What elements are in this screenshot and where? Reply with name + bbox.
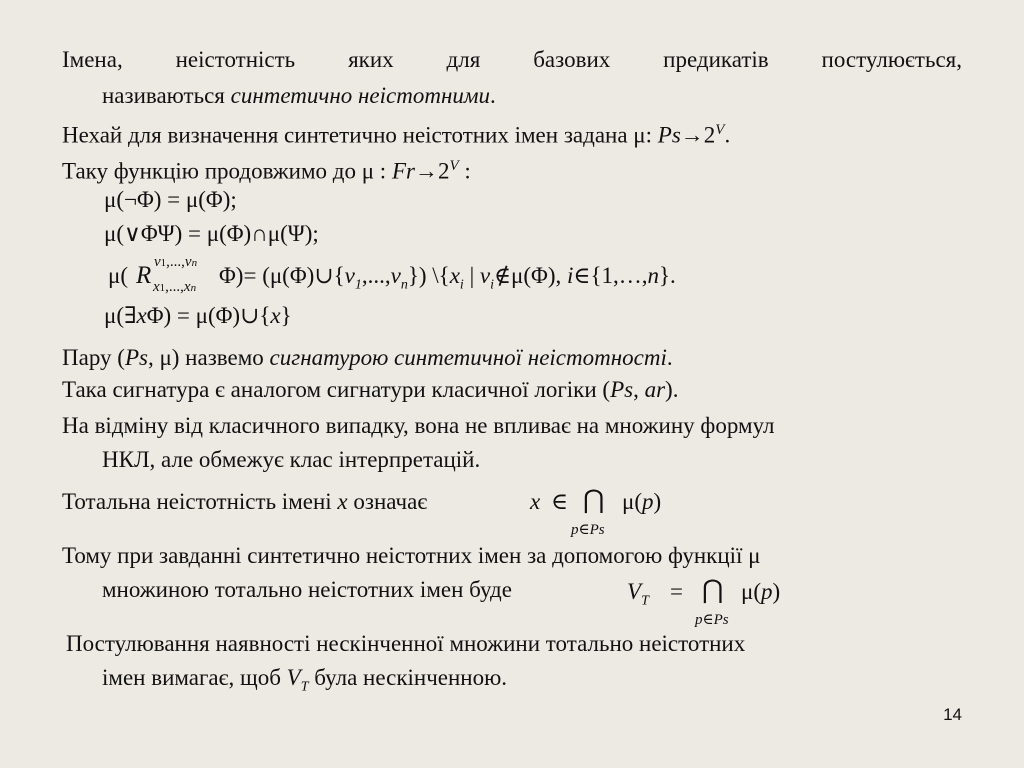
text: ,..., — [166, 254, 185, 270]
paragraph-postulate-line2 — [102, 664, 507, 702]
symbol-VT — [286, 665, 309, 695]
text: p — [642, 489, 654, 514]
text: T — [641, 593, 649, 609]
text: x — [337, 489, 348, 514]
paragraph-mu-definition — [62, 116, 730, 150]
text: ) — [772, 579, 781, 604]
paragraph-difference-line1: На відміну від класичного випадку, вона не впливає на множину формул — [62, 413, 775, 438]
symbol-V: V — [449, 158, 459, 174]
text: , μ) назвемо — [147, 345, 270, 370]
intersection-symbol: ⋂ — [702, 575, 724, 604]
text: →2 — [414, 158, 450, 184]
text: n — [190, 282, 197, 294]
text: v — [184, 254, 192, 270]
text: x — [183, 279, 191, 295]
renomination-subscript — [153, 279, 196, 296]
text: μ( — [741, 579, 761, 604]
text: 1 — [159, 282, 166, 294]
text: ,..., — [165, 279, 184, 295]
text: . — [724, 122, 731, 148]
formula-existential — [104, 302, 292, 330]
formula-negation: μ(¬Φ) = μ(Φ); — [104, 187, 237, 212]
text: V — [627, 579, 642, 604]
text: , — [633, 377, 645, 402]
text: ,..., — [361, 263, 391, 288]
text: 1 — [354, 277, 362, 293]
text: | — [463, 263, 480, 288]
text: . — [666, 345, 673, 370]
symbol-Ps: Ps — [610, 377, 634, 402]
text: Пару ( — [62, 345, 125, 370]
text: i — [567, 263, 574, 288]
text: : — [458, 158, 471, 184]
symbol-Fr: Fr — [391, 158, 415, 184]
text: ). — [665, 377, 679, 402]
formula-text: μ( — [108, 263, 128, 288]
paragraph-analog — [62, 376, 678, 404]
formula-text — [741, 578, 780, 606]
text: була нескінченною. — [308, 665, 508, 690]
text: v — [344, 263, 355, 288]
text: } — [280, 303, 292, 328]
text: ∈{1,…, — [573, 263, 648, 288]
paragraph-postulate-line1: Постулювання наявності нескінченної множини тотально неістотних — [66, 631, 746, 656]
term-synthetic-inessential: синтетично неістотними — [230, 83, 491, 108]
intersection-index: p∈Ps — [695, 612, 729, 628]
text: Таку функцію продовжимо до μ : — [62, 158, 392, 184]
text: x — [136, 303, 147, 328]
equals-symbol: = — [670, 579, 683, 604]
text: 1 — [160, 257, 167, 269]
paragraph-define-VT-line2: множиною тотально неістотних імен буде — [102, 577, 512, 602]
paragraph-define-VT-line1: Тому при завданні синтетично неістотних імен за допомогою функції μ — [62, 543, 761, 568]
text: ) — [653, 489, 662, 514]
symbol-Ps: Ps — [124, 345, 148, 370]
paragraph-names-line2 — [102, 82, 496, 110]
paragraph-difference-line2: НКЛ, але обмежує клас інтерпретацій. — [102, 447, 481, 472]
element-of-symbol: ∈ — [551, 489, 569, 514]
text: μ( — [622, 489, 642, 514]
paragraph-extend-function — [62, 152, 471, 186]
formula-x: x — [530, 489, 541, 514]
text: v — [154, 254, 161, 270]
text: імен вимагає, щоб — [102, 665, 287, 690]
text: Φ)= (μ(Φ)∪{ — [219, 263, 345, 288]
intersection-index: p∈Ps — [571, 522, 605, 538]
text: Нехай для визначення синтетично неістотних імен задана μ: — [62, 122, 658, 148]
text: називаються — [102, 83, 231, 108]
text: }. — [659, 263, 676, 288]
symbol-V: V — [715, 122, 725, 138]
text: n — [400, 277, 408, 293]
text: Φ) = μ(Φ)∪{ — [146, 303, 271, 328]
paragraph-names-line1: Імена, неістотність яких для базових предикатів постулюється, — [62, 47, 962, 72]
text: x — [153, 279, 160, 295]
renomination-superscript — [154, 254, 197, 271]
formula-text — [219, 262, 676, 300]
symbol-Ps: Ps — [657, 122, 681, 148]
page-number: 14 — [943, 705, 962, 724]
text: означає — [347, 489, 428, 514]
text: n — [647, 263, 659, 288]
formula-text — [622, 488, 661, 516]
text: . — [490, 83, 496, 108]
text: V — [286, 665, 301, 690]
symbol-R: R — [136, 262, 152, 289]
text: T — [300, 679, 309, 695]
text: ∉μ(Φ), — [494, 263, 568, 288]
text: →2 — [680, 122, 716, 148]
text: v — [479, 263, 491, 288]
text: n — [191, 257, 198, 269]
formula-disjunction: μ(∨ΦΨ) = μ(Φ)∩μ(Ψ); — [104, 221, 319, 246]
text: }) \{ — [407, 263, 450, 288]
text: v — [390, 263, 401, 288]
text: x — [270, 303, 281, 328]
text: x — [449, 263, 460, 288]
symbol-ar: ar — [644, 377, 666, 402]
text: p — [761, 579, 773, 604]
text: μ(∃ — [104, 303, 137, 328]
text: Така сигнатура є аналогом сигнатури класичної логіки ( — [62, 377, 611, 402]
intersection-symbol: ⋂ — [583, 485, 605, 514]
text: i — [490, 277, 495, 293]
text: Тотальна неістотність імені — [62, 489, 338, 514]
term-signature: сигнатурою синтетичної неістотності — [269, 345, 667, 370]
symbol-VT — [627, 578, 649, 616]
paragraph-signature — [62, 344, 673, 372]
text: i — [459, 277, 464, 293]
paragraph-total-inessentiality — [62, 488, 427, 516]
